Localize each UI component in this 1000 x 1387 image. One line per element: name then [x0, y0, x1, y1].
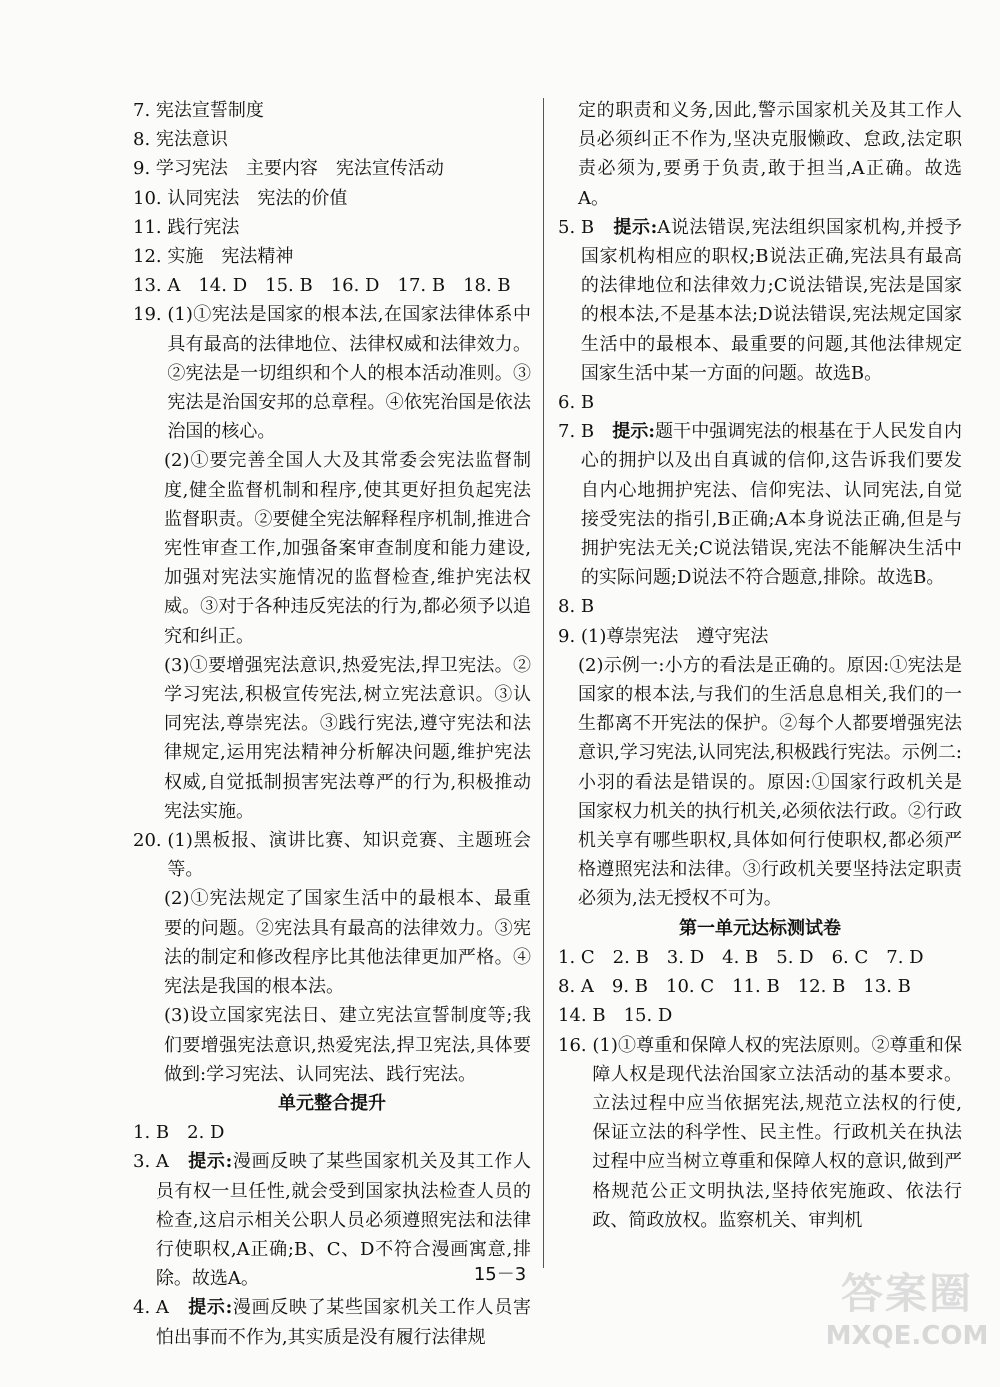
question-number: 8.	[558, 976, 581, 998]
answer-text	[581, 388, 962, 417]
answer-item	[133, 826, 531, 884]
answer-item	[133, 184, 531, 213]
question-number: 4.	[133, 1297, 156, 1319]
hint-label: 提示:	[613, 216, 658, 238]
answer-continuation: (3)设立国家宪法日、建立宪法宣誓制度等;我们要增强宪法意识,热爱宪法,捍卫宪法,具体要做到:学习宪法、认同宪法、践行宪法。	[164, 1005, 531, 1085]
answer-item	[558, 592, 962, 621]
answer-body: A 14. D 15. B 16. D 17. B 18. B	[167, 275, 511, 297]
watermark-mark: 答案圈	[840, 1269, 973, 1318]
answer-body: 漫画反映了某些国家机关工作人员害怕出事而不作为,其实质是没有履行法律规	[155, 1297, 531, 1348]
answer-text	[156, 1118, 531, 1147]
answer-body: 漫画反映了某些国家机关及其工作人员有权一旦任性,就会受到国家执法检查人员的检查,这启示相关公职人员必须遵照宪法和法律行使职权,A正确;B、C、D不符合漫画寓意,排除。故选A。	[155, 1151, 531, 1290]
hint-label: 提示:	[612, 421, 656, 443]
answer-item	[558, 972, 962, 1001]
hint-label: 提示:	[188, 1151, 233, 1173]
answer-text	[592, 1031, 962, 1235]
answer-continuation: (2)①要完善全国人大及其常委会宪法监督制度,健全监督机制和程序,使其更好担负起宪法监督职责。②要健全宪法解释程序机制,推进合宪性审查工作,加强备案审查制度和能力建设,加强对宪法实施情况的监督检查,维护宪法权威。③对于各种违反宪法的行为,都必须予以追究和纠正。	[164, 450, 531, 647]
question-number: 9.	[133, 158, 156, 180]
answer-body: B	[580, 392, 595, 414]
question-number: 13.	[133, 275, 168, 297]
answer-choice: B	[580, 216, 595, 238]
answer-text	[581, 972, 962, 1001]
section-heading: 第一单元达标测试卷	[679, 917, 841, 939]
answer-text	[156, 96, 531, 125]
answer-body: B 15. D	[592, 1005, 673, 1027]
answer-body: (1)①宪法是国家的根本法,在国家法律体系中具有最高的法律地位、法律权威和法律效力。②宪法是一切组织和个人的根本活动准则。③宪法是治国安邦的总章程。④依宪治国是依法治国的核心。	[167, 304, 531, 443]
watermark-logo	[822, 1261, 992, 1381]
answer-item	[558, 943, 962, 972]
answer-item	[558, 1001, 962, 1030]
answer-body: 践行宪法	[167, 216, 240, 238]
question-number: 20.	[133, 830, 168, 852]
question-number: 16.	[558, 1034, 593, 1056]
answer-text	[156, 1293, 531, 1351]
watermark-url: MXQE.COM	[825, 1321, 989, 1351]
answer-text	[156, 125, 531, 154]
answer-choice: B	[580, 421, 595, 443]
answer-text	[167, 242, 531, 271]
section-heading: 单元整合提升	[278, 1092, 386, 1114]
answer-item	[558, 213, 962, 388]
answer-item	[133, 125, 531, 154]
question-number: 5.	[558, 216, 581, 238]
answer-text	[167, 826, 531, 884]
answer-text	[581, 943, 962, 972]
answer-body: A 9. B 10. C 11. B 12. B 13. B	[580, 976, 911, 998]
answer-item	[133, 1118, 531, 1147]
answer-body: 认同宪法 宪法的价值	[167, 187, 348, 209]
answer-continuation: (3)①要增强宪法意识,热爱宪法,捍卫宪法。②学习宪法,积极宣传宪法,树立宪法意识。③认同宪法,尊崇宪法。③践行宪法,遵守宪法和法律规定,运用宪法精神分析解决问题,维护宪法权威,自觉抵制损害宪法尊严的行为,积极推动宪法实施。	[164, 654, 531, 822]
answer-item	[558, 417, 962, 592]
answer-body: (1)黑板报、演讲比赛、知识竞赛、主题班会等。	[167, 830, 531, 881]
answer-text	[167, 213, 531, 242]
answer-item	[558, 622, 962, 651]
question-number: 7.	[133, 100, 156, 121]
answer-text	[156, 154, 531, 183]
page-number: 15－3	[473, 1264, 527, 1285]
answer-item	[558, 388, 962, 417]
answer-body: A说法错误,宪法组织国家机构,并授予国家机构相应的职权;B说法正确,宪法具有最高的法律地位和法律效力;C说法错误,宪法是国家的根本法,不是基本法;D说法错误,宪法规定国家生活中的最根本、最重要的问题,其他法律规定国家生活中某一方面的问题。故选B。	[580, 216, 962, 384]
answer-choice: A	[155, 1297, 169, 1319]
answer-text	[592, 1001, 962, 1030]
question-number: 12.	[133, 246, 168, 268]
question-number: 1.	[558, 946, 581, 968]
answer-text	[581, 417, 962, 592]
answer-text	[581, 622, 962, 651]
answer-body: C 2. B 3. D 4. B 5. D 6. C 7. D	[580, 946, 924, 968]
answer-item	[558, 1031, 962, 1235]
answer-continuation: (2)①宪法规定了国家生活中的最根本、最重要的问题。②宪法具有最高的法律效力。③宪法的制定和修改程序比其他法律更加严格。④宪法是我国的根本法。	[164, 888, 531, 998]
answer-text	[581, 213, 962, 388]
question-number: 3.	[133, 1151, 156, 1173]
question-number: 8.	[558, 596, 581, 618]
answer-choice: A	[155, 1151, 169, 1173]
answer-text	[581, 592, 962, 621]
answer-body: 实施 宪法精神	[167, 246, 294, 268]
question-number: 9.	[558, 625, 581, 647]
answer-body: B	[580, 596, 595, 618]
answer-body: 宪法意识	[155, 129, 228, 151]
answer-item	[133, 242, 531, 271]
right-column	[558, 96, 962, 1235]
answer-body: (1)①尊重和保障人权的宪法原则。②尊重和保障人权是现代法治国家立法活动的基本要求。立法过程中应当依据宪法,规范立法权的行使,保证立法的科学性、民主性。行政机关在执法过程中应当树立尊重和保障人权的意识,做到严格规范公正文明执法,坚持依宪施政、依法行政、简政放权。监察机关、审判机	[592, 1034, 962, 1231]
answer-continuation: (2)示例一:小方的看法是正确的。原因:①宪法是国家的根本法,与我们的生活息息相关,我们的一生都离不开宪法的保护。②每个人都要增强宪法意识,学习宪法,认同宪法,积极践行宪法。示例二:小羽的看法是错误的。原因:①国家行政机关是国家权力机关的执行机关,必须依法行政。②行政机关享有哪些职权,具体如何行使职权,都必须严格遵照宪法和法律。③行政机关要坚持法定职责必须为,法无授权不可为。	[578, 654, 962, 910]
question-number: 11.	[133, 216, 168, 238]
answer-item	[133, 96, 531, 125]
answer-item	[133, 1293, 531, 1351]
answer-body: (1)尊崇宪法 遵守宪法	[580, 625, 769, 647]
column-divider	[543, 98, 544, 1268]
answer-item	[133, 154, 531, 183]
answer-item	[133, 300, 531, 446]
question-number: 8.	[133, 129, 156, 151]
question-number: 6.	[558, 392, 581, 414]
question-number: 14.	[558, 1005, 593, 1027]
question-number: 7.	[558, 421, 581, 443]
answer-body: 宪法宣誓制度	[155, 100, 264, 121]
answer-body: B 2. D	[155, 1122, 225, 1144]
answer-item	[133, 271, 531, 300]
answer-text	[167, 300, 531, 446]
left-column	[133, 96, 531, 1352]
question-number: 1.	[133, 1122, 156, 1144]
answer-item	[133, 213, 531, 242]
answer-continuation: 定的职责和义务,因此,警示国家机关及其工作人员必须纠正不作为,坚决克服懒政、怠政,法定职责必须为,要勇于负责,敢于担当,A正确。故选A。	[578, 100, 962, 209]
answer-text	[167, 184, 531, 213]
hint-label: 提示:	[188, 1297, 233, 1319]
question-number: 19.	[133, 304, 168, 326]
answer-body: 学习宪法 主要内容 宪法宣传活动	[155, 158, 444, 180]
answer-text	[167, 271, 531, 300]
answer-body: 题干中强调宪法的根基在于人民发自内心的拥护以及出自真诚的信仰,这告诉我们要发自内心地拥护宪法、信仰宪法、认同宪法,自觉接受宪法的指引,B正确;A本身说法正确,但是与拥护宪法无关;C说法错误,宪法不能解决生活中的实际问题;D说法不符合题意,排除。故选B。	[580, 421, 963, 589]
question-number: 10.	[133, 187, 168, 209]
